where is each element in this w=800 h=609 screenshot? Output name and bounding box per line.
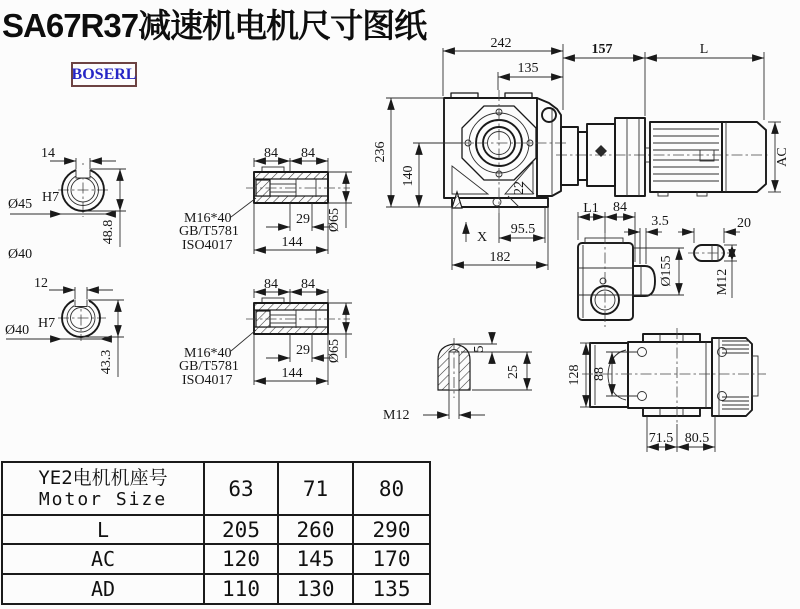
row-label: AC: [2, 544, 204, 574]
dim-bore-dia: Ø45: [8, 197, 33, 212]
note-std-iso: ISO4017: [182, 373, 233, 388]
dim-length: 144: [281, 366, 303, 381]
dim-pad: 22: [512, 181, 527, 195]
eyebolt-hole: [542, 108, 556, 122]
dim-width: 128: [567, 364, 582, 386]
note-std-gb: GB/T5781: [179, 359, 239, 374]
table-row-AD: [2, 574, 430, 604]
row-label: AD: [2, 574, 204, 604]
dim-depth: 43.3: [99, 349, 114, 375]
header-cn: YE2电机机座号: [38, 467, 168, 490]
note-shaft-dia: Ø40: [8, 247, 33, 262]
dim-l1: L1: [583, 201, 599, 216]
dim-flange-dia: Ø155: [659, 255, 674, 287]
dim-tap: M12: [383, 408, 410, 423]
detail-x-section: [383, 332, 532, 423]
dim-lip: 3.5: [651, 214, 669, 229]
col-71: 71: [278, 462, 353, 515]
cell: 130: [278, 574, 353, 604]
dim-height: 236: [373, 141, 388, 163]
dim-bore-fit: H7: [42, 190, 60, 205]
gearbox-side-view: [578, 200, 751, 327]
col-80: 80: [353, 462, 430, 515]
cell: 110: [204, 574, 278, 604]
dim-motor-height: AC: [775, 147, 790, 167]
dim-tap: M12: [715, 268, 730, 296]
header-en: Motor Size: [38, 489, 168, 510]
motor-body: [650, 122, 722, 192]
dim-length: 144: [281, 235, 303, 250]
dim-inset: 29: [296, 212, 310, 227]
detail-mark: X: [477, 230, 488, 245]
dim-seg-b: 84: [301, 277, 315, 292]
gearmotor-side-view: [556, 42, 790, 196]
note-bolt: M16*40: [184, 211, 232, 226]
note-std-iso: ISO4017: [182, 238, 233, 253]
dim-bore-fit: H7: [38, 316, 56, 331]
dim-slot: 20: [737, 216, 751, 231]
fan-cowl: [722, 122, 766, 192]
table-header-cell: [2, 462, 204, 515]
dim-center-right: 135: [517, 61, 539, 76]
dim-bore-dia: Ø40: [5, 323, 30, 338]
dim-center-bottom: 140: [401, 165, 416, 187]
dim-seg-a: 84: [264, 277, 278, 292]
shaft-section-top: [8, 146, 126, 262]
motor-size-table: [1, 461, 431, 605]
cell: 135: [353, 574, 430, 604]
dim-depth: 48.8: [101, 219, 116, 245]
dim-motor-length: L: [699, 42, 709, 57]
col-63: 63: [204, 462, 278, 515]
dim-base: 182: [489, 250, 511, 265]
dim-flange: 84: [613, 200, 627, 215]
dim-key-width: 14: [41, 146, 55, 161]
brand-logo: BOSERL: [71, 62, 137, 87]
dim-width: 242: [490, 36, 512, 51]
dim-inset: 29: [296, 343, 310, 358]
row-label: L: [2, 515, 204, 544]
bolt-sleeve-bottom: [179, 277, 352, 388]
dim-base-half: 95.5: [510, 222, 536, 237]
gearbox-front-view: [373, 36, 568, 270]
dim-bolt-span: 88: [592, 367, 607, 381]
note-bolt: M16*40: [184, 346, 232, 361]
cell: 170: [353, 544, 430, 574]
gearbox-top-view: [567, 328, 766, 452]
table-header-row: [2, 462, 430, 515]
table-row-L: [2, 515, 430, 544]
dim-depth-top: 5: [472, 345, 487, 353]
motor-flange: [615, 118, 645, 196]
cell: 120: [204, 544, 278, 574]
shaft-section-bottom: [5, 276, 124, 377]
dim-seg-a: 84: [264, 146, 278, 161]
dim-dia: Ø65: [327, 338, 342, 364]
cell: 145: [278, 544, 353, 574]
dim-depth-thread: 25: [506, 365, 521, 379]
cell: 290: [353, 515, 430, 544]
dim-gear-length: 157: [591, 42, 613, 57]
dim-seg-b: 84: [301, 146, 315, 161]
dim-right: 80.5: [684, 431, 710, 446]
note-std-gb: GB/T5781: [179, 224, 239, 239]
bolt-sleeve-top: [179, 146, 352, 254]
dim-left: 71.5: [648, 431, 674, 446]
dim-dia: Ø65: [327, 207, 342, 233]
dim-key-width: 12: [34, 276, 48, 291]
cell: 260: [278, 515, 353, 544]
table-row-AC: [2, 544, 430, 574]
page-title: SA67R37减速机电机尺寸图纸: [2, 7, 427, 44]
cell: 205: [204, 515, 278, 544]
